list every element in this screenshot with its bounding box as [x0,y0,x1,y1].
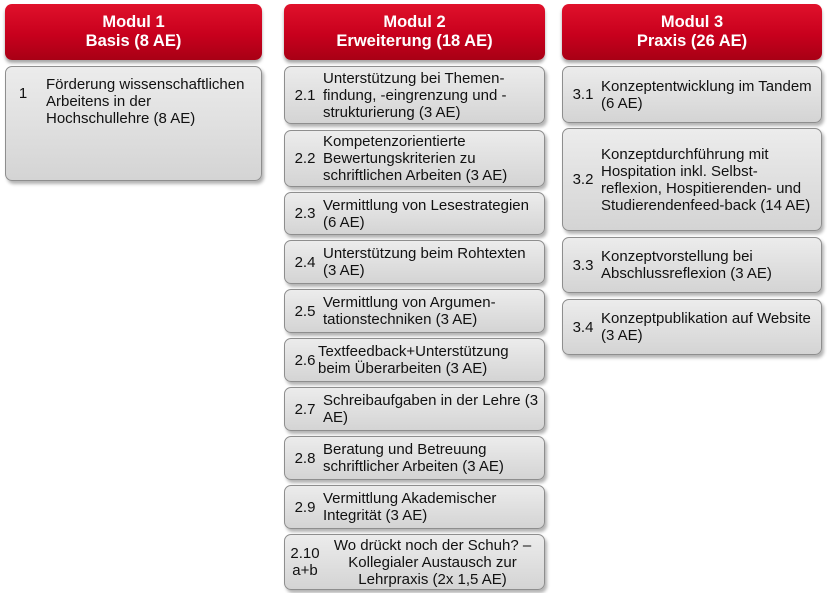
item-text: Wo drückt noch der Schuh? – Kollegialer Austausch zur Lehrpraxis (2x 1,5 AE) [333,536,532,588]
module-2-header [284,4,545,60]
item-text: Unterstützung beim Rohtexten (3 AE) [323,245,526,279]
item-number: 2.2 [294,150,316,167]
item-text: Konzeptvorstellung bei Abschlussreflexion (3 AE) [601,248,772,282]
item-number: 2.8 [294,449,316,467]
item-number: 3.2 [572,171,594,188]
module-2-item-2-8 [284,436,545,480]
module-3-item-3-2 [562,128,822,231]
item-number: 2.1 [294,86,316,104]
item-number: 3.1 [572,86,594,103]
item-text: Vermittlung von Lesestrategien (6 AE) [323,196,529,231]
module-2-item-2-1 [284,66,545,124]
module-2-item-2-10 [284,534,545,590]
item-text: Schreibaufgaben in der Lehre (3 AE) [323,392,539,426]
module-2-item-2-9 [284,485,545,529]
module-1-title: Modul 1 [102,13,165,31]
item-number: 2.5 [294,302,316,320]
item-text: Vermittlung von Argumen-tationstechniken (3 AE) [323,294,496,328]
module-1-subtitle: Basis (8 AE) [85,32,182,50]
module-2-title: Modul 2 [383,13,446,31]
item-number: 2.3 [294,205,316,222]
item-text: Förderung wissenschaftlichen Arbeitens in der Hochschullehre (8 AE) [46,76,245,127]
item-text: Textfeedback+Unterstützung beim Überarbeiten (3 AE) [318,343,509,377]
module-3-item-3-4 [562,299,822,355]
item-number: 2.10 a+b [290,545,320,579]
module-3-item-3-3 [562,237,822,293]
item-text: Unterstützung bei Themen-findung, -eingrenzung und -strukturierung (3 AE) [323,69,507,121]
module-2-item-2-5 [284,289,545,333]
module-3-subtitle: Praxis (26 AE) [636,32,748,50]
module-2-subtitle: Erweiterung (18 AE) [336,32,493,50]
item-number: 3.3 [572,256,594,274]
module-2-item-2-3 [284,192,545,235]
module-1-header [5,4,262,60]
item-text: Vermittlung Akademischer Integrität (3 AE) [323,490,497,524]
module-3-header [562,4,822,60]
item-text: Kompetenzorientierte Bewertungskriterien zu schriftlichen Arbeiten (3 AE) [323,133,508,184]
module-3-item-3-1 [562,66,822,123]
module-2-item-2-4 [284,240,545,284]
item-number: 1 [18,85,28,102]
item-number: 2.4 [294,253,316,271]
item-number: 3.4 [572,318,594,336]
module-2-item-2-6 [284,338,545,382]
module-2-item-2-2 [284,130,545,187]
item-text: Konzeptdurchführung mit Hospitation inkl. Selbst-reflexion, Hospitierenden- und Studierendenfeed-back (14 AE) [601,145,811,214]
item-text: Konzeptentwicklung im Tandem (6 AE) [601,77,812,112]
item-number: 2.9 [294,498,316,516]
item-number: 2.7 [294,400,316,418]
module-1-item-1 [5,66,262,181]
item-number: 2.6 [294,351,316,369]
module-2-item-2-7 [284,387,545,431]
item-text: Beratung und Betreuung schriftlicher Arbeiten (3 AE) [323,441,504,475]
module-3-title: Modul 3 [660,13,724,31]
item-text: Konzeptpublikation auf Website (3 AE) [601,310,811,344]
